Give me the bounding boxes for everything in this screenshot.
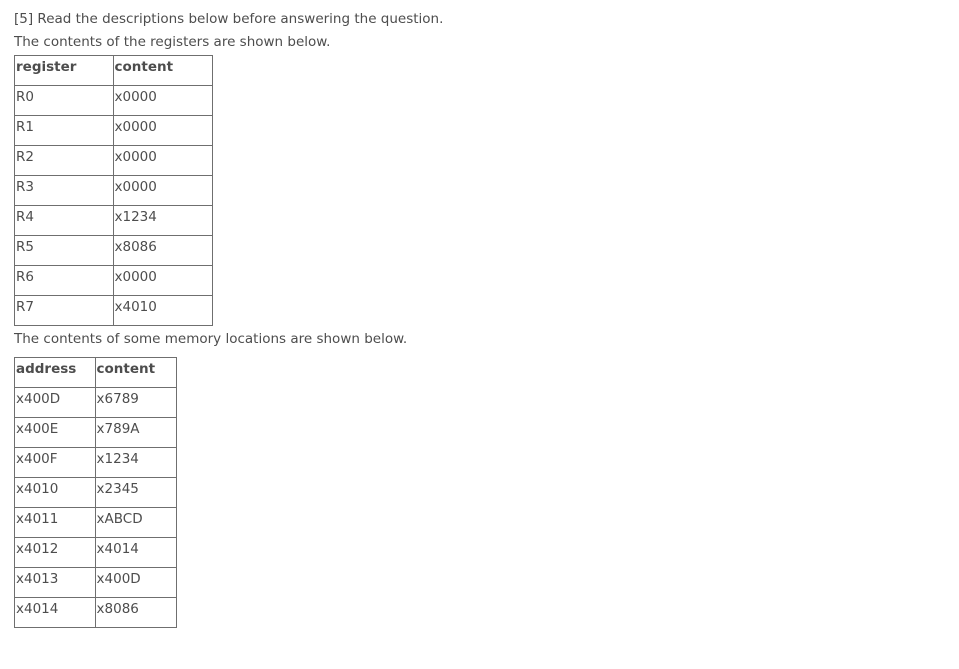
memory-content: x1234 [95,448,176,478]
column-header-register: register [15,56,114,86]
column-header-content: content [113,56,212,86]
memory-content: xABCD [95,508,176,538]
memory-content: x400D [95,568,176,598]
register-content: x0000 [113,266,212,296]
memory-address: x4011 [15,508,96,538]
question-content [14,10,944,628]
register-name: R6 [15,266,114,296]
table-row [15,598,177,628]
table-row [15,236,213,266]
memory-content: x4014 [95,538,176,568]
table-row [15,176,213,206]
memory-address: x400D [15,388,96,418]
column-header-address: address [15,358,96,388]
memory-content: x8086 [95,598,176,628]
memory-table [14,357,177,628]
table-row [15,296,213,326]
register-content: x0000 [113,86,212,116]
memory-address: x4012 [15,538,96,568]
register-content: x0000 [113,146,212,176]
memory-address: x4010 [15,478,96,508]
table-row [15,116,213,146]
memory-address: x400F [15,448,96,478]
registers-table [14,55,213,326]
memory-content: x789A [95,418,176,448]
registers-intro: The contents of the registers are shown below. [14,34,331,50]
register-content: x0000 [113,116,212,146]
memory-address: x4013 [15,568,96,598]
register-content: x0000 [113,176,212,206]
register-name: R0 [15,86,114,116]
column-header-content: content [95,358,176,388]
question-header: [5] Read the descriptions below before answering the question. [14,11,444,27]
register-name: R7 [15,296,114,326]
register-content: x1234 [113,206,212,236]
table-row [15,206,213,236]
register-name: R2 [15,146,114,176]
table-row [15,568,177,598]
register-name: R1 [15,116,114,146]
register-content: x4010 [113,296,212,326]
table-row [15,508,177,538]
table-row [15,418,177,448]
table-row [15,146,213,176]
memory-address: x4014 [15,598,96,628]
table-row [15,538,177,568]
register-name: R3 [15,176,114,206]
table-header-row [15,358,177,388]
memory-address: x400E [15,418,96,448]
register-name: R5 [15,236,114,266]
table-row [15,266,213,296]
register-content: x8086 [113,236,212,266]
table-header-row [15,56,213,86]
memory-content: x6789 [95,388,176,418]
table-row [15,388,177,418]
table-row [15,86,213,116]
memory-intro: The contents of some memory locations are shown below. [14,331,408,347]
memory-content: x2345 [95,478,176,508]
register-name: R4 [15,206,114,236]
table-row [15,448,177,478]
table-row [15,478,177,508]
